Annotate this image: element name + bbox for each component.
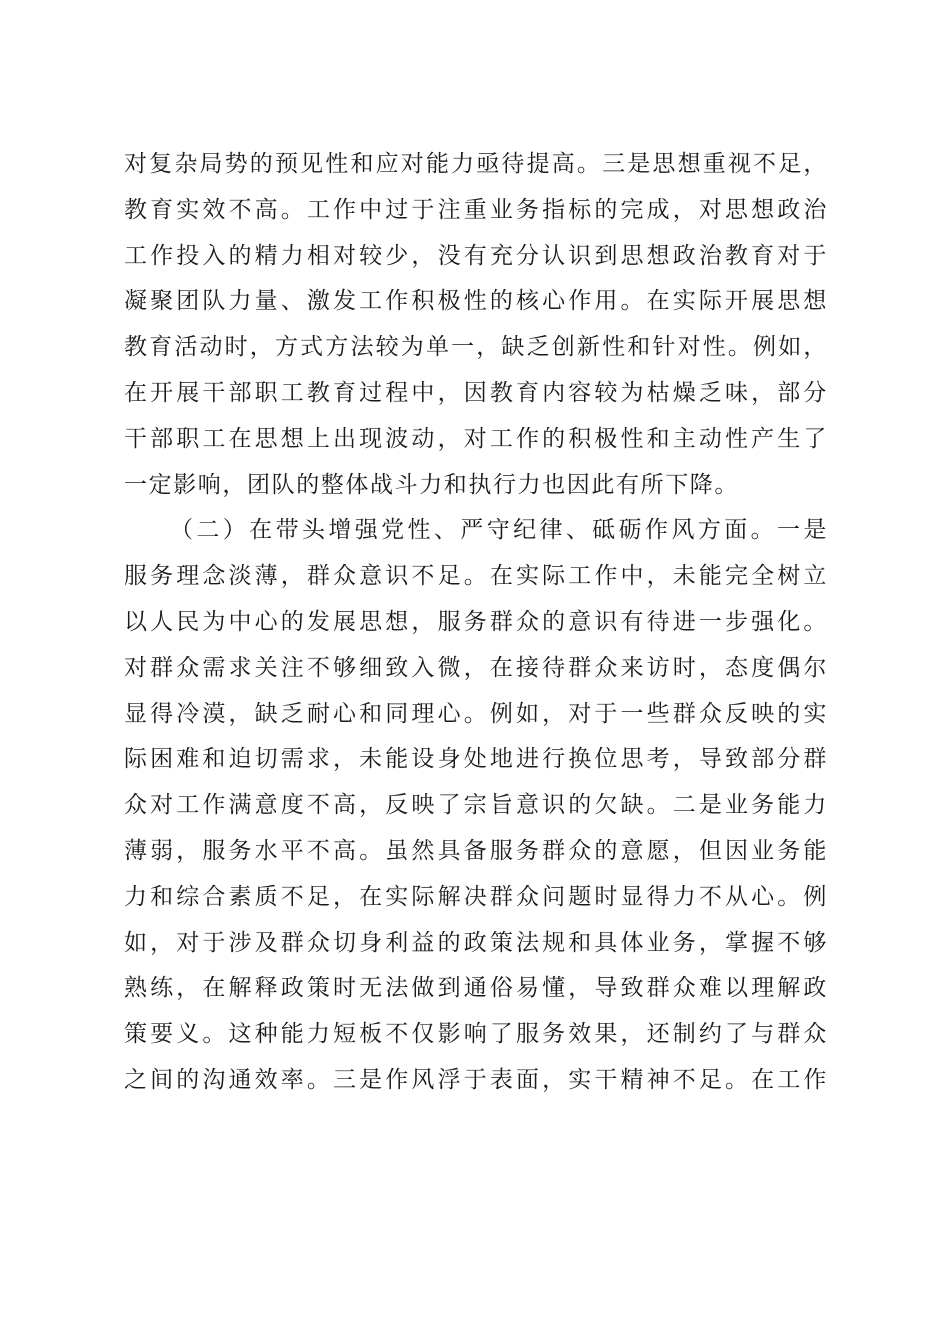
text-line: 服务理念淡薄，群众意识不足。在实际工作中，未能完全树立 <box>124 563 828 590</box>
text-line: 凝聚团队力量、激发工作积极性的核心作用。在实际开展思想 <box>124 288 828 315</box>
text-line: 在开展干部职工教育过程中，因教育内容较为枯燥乏味，部分 <box>124 379 828 406</box>
text-line: 众对工作满意度不高，反映了宗旨意识的欠缺。二是业务能力 <box>124 792 828 819</box>
text-line: 一定影响，团队的整体战斗力和执行力也因此有所下降。 <box>124 471 739 498</box>
text-line: 力和综合素质不足，在实际解决群众问题时显得力不从心。例 <box>124 883 828 910</box>
text-line: 之间的沟通效率。三是作风浮于表面，实干精神不足。在工作 <box>124 1066 828 1093</box>
text-line: 干部职工在思想上出现波动，对工作的积极性和主动性产生了 <box>124 425 828 452</box>
text-line: 教育活动时，方式方法较为单一，缺乏创新性和针对性。例如， <box>124 334 828 361</box>
section-heading-line: （二）在带头增强党性、严守纪律、砥砺作风方面。一是 <box>170 517 828 544</box>
text-line: 策要义。这种能力短板不仅影响了服务效果，还制约了与群众 <box>124 1021 828 1048</box>
text-line: 显得冷漠，缺乏耐心和同理心。例如，对于一些群众反映的实 <box>124 700 828 727</box>
text-line: 以人民为中心的发展思想，服务群众的意识有待进一步强化。 <box>124 608 828 635</box>
text-line: 熟练，在解释政策时无法做到通俗易懂，导致群众难以理解政 <box>124 975 828 1002</box>
body-text <box>124 142 828 1104</box>
text-line: 际困难和迫切需求，未能设身处地进行换位思考，导致部分群 <box>124 746 828 773</box>
text-line: 教育实效不高。工作中过于注重业务指标的完成，对思想政治 <box>124 196 828 223</box>
text-line: 如，对于涉及群众切身利益的政策法规和具体业务，掌握不够 <box>124 929 828 956</box>
text-line: 对复杂局势的预见性和应对能力亟待提高。三是思想重视不足， <box>124 151 828 177</box>
text-line: 薄弱，服务水平不高。虽然具备服务群众的意愿，但因业务能 <box>124 837 828 864</box>
text-line: 对群众需求关注不够细致入微，在接待群众来访时，态度偶尔 <box>124 654 828 681</box>
text-line: 工作投入的精力相对较少，没有充分认识到思想政治教育对于 <box>124 242 828 269</box>
